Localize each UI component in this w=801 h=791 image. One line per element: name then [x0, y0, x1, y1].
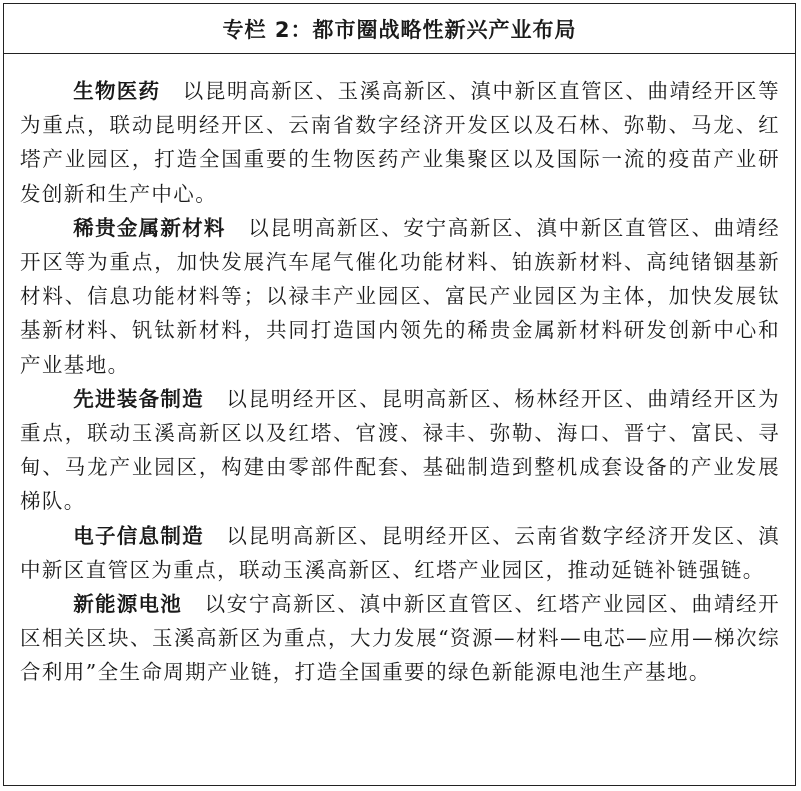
- feature-box: [3, 3, 796, 786]
- section-text: 以昆明经开区、昆明高新区、杨林经开区、曲靖经开区为重点，联动玉溪高新区以及红塔、官渡、禄丰、弥勒、海口、晋宁、富民、寻甸、马龙产业园区，构建由零部件配套、基础制造到整机成套设备的产业发展梯队。: [20, 386, 780, 514]
- section-term: 新能源电池: [73, 592, 183, 617]
- section-text: 以昆明高新区、昆明经开区、云南省数字经济开发区、滇中新区直管区为重点，联动玉溪高新区、红塔产业园区，推动延链补链强链。: [20, 523, 780, 582]
- section-text: 以安宁高新区、滇中新区直管区、红塔产业园区、曲靖经开区相关区块、玉溪高新区为重点，大力发展“资源—材料—电芯—应用—梯次综合利用”全生命周期产业链，打造全国重要的绿色新能源电池生产基地。: [20, 592, 781, 685]
- box-title: 专栏 2：都市圈战略性新兴产业布局: [4, 4, 795, 54]
- box-content: [4, 54, 795, 690]
- section-equipment: [20, 382, 780, 519]
- section-biomedicine: [20, 74, 780, 211]
- section-electronics: [20, 519, 780, 587]
- section-text: 以昆明高新区、安宁高新区、滇中新区直管区、曲靖经开区等为重点，加快发展汽车尾气催化功能材料、铂族新材料、高纯锗铟基新材料、信息功能材料等；以禄丰产业园区、富民产业园区为主体，加快发展钛基新材料、钒钛新材料，共同打造国内领先的稀贵金属新材料研发创新中心和产业基地。: [20, 215, 781, 377]
- section-new-energy-battery: [20, 587, 780, 690]
- section-term: 生物医药: [73, 79, 161, 103]
- section-term: 电子信息制造: [73, 523, 204, 548]
- section-rare-metals: [20, 211, 780, 382]
- section-text: 以昆明高新区、玉溪高新区、滇中新区直管区、曲靖经开区等为重点，联动昆明经开区、云南省数字经济开发区以及石林、弥勒、马龙、红塔产业园区，打造全国重要的生物医药产业集聚区以及国际一流的疫苗产业研发创新和生产中心。: [20, 79, 780, 206]
- section-term: 稀贵金属新材料: [73, 215, 226, 240]
- section-term: 先进装备制造: [73, 386, 204, 411]
